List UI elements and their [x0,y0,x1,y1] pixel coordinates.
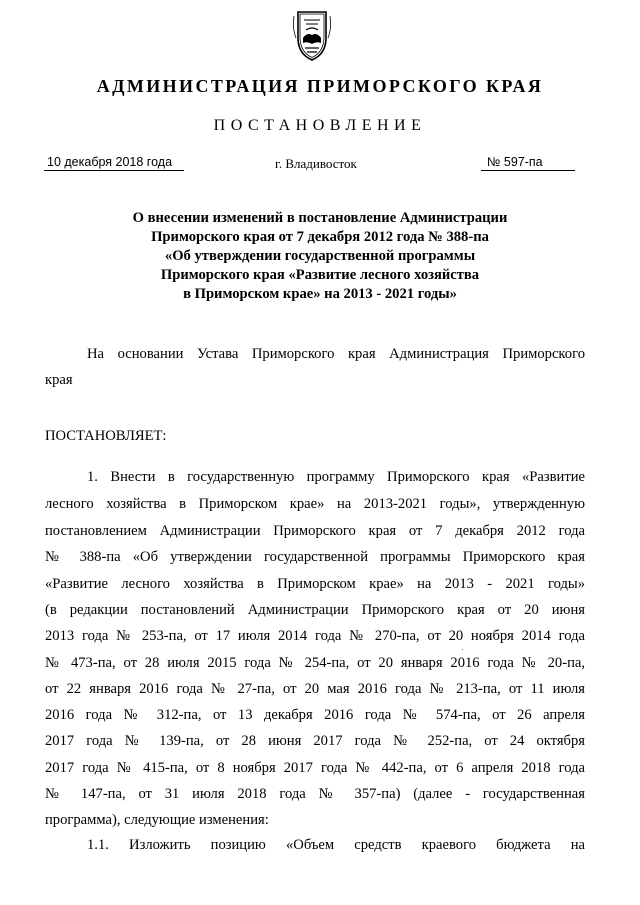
date-underline [44,170,184,171]
title-line: Приморского края «Развитие лесного хозяйства [160,267,480,283]
item1-line: 1. Внести в государственную программу Приморского края «Развитие [87,469,585,485]
preamble-line: На основании Устава Приморского края Администрация Приморского [87,346,585,362]
number-underline [481,170,575,171]
coat-of-arms-icon [284,8,340,64]
item1-line: № 473-па, от 28 июля 2015 года № 254-па, от 20 января 2016 года № 20-па, [45,655,585,671]
item1-line: 2017 года № 139-па, от 28 июня 2017 года № 252-па, от 24 октября [45,733,585,749]
item1-line: программа), следующие изменения: [45,812,269,828]
item1-line: лесного хозяйства в Приморском крае» на 2013-2021 годы», утвержденную [45,496,585,512]
item1-1-line: 1.1. Изложить позицию «Объем средств краевого бюджета на [87,837,585,853]
title-line: О внесении изменений в постановление Администрации [132,210,508,226]
item1-line: от 22 января 2016 года № 27-па, от 20 мая 2016 года № 213-па, от 11 июля [45,681,585,697]
title-line: в Приморском крае» на 2013 - 2021 годы» [183,286,457,302]
item1-line: 2017 года № 415-па, от 8 ноября 2017 года № 442-па, от 6 апреля 2018 года [45,760,585,776]
item1-line: постановлением Администрации Приморского края от 7 декабря 2012 года [45,523,585,539]
item1-line: № 147-па, от 31 июля 2018 года № 357-па) (далее - государственная [45,786,585,802]
title-line: Приморского края от 7 декабря 2012 года № 388-па [151,229,489,245]
document-number: № 597-па [487,155,543,169]
title-line: «Об утверждении государственной программы [164,248,476,264]
document-date: 10 декабря 2018 года [47,155,173,169]
resolves-heading: ПОСТАНОВЛЯЕТ: [45,428,167,444]
item1-line: 2013 года № 253-па, от 17 июля 2014 года № 270-па, от 20 ноября 2014 года [45,628,585,644]
document-type: ПОСТАНОВЛЕНИЕ [213,117,427,134]
item1-line: 2016 года № 312-па, от 13 декабря 2016 года № 574-па, от 26 апреля [45,707,585,723]
preamble-line: края [45,372,73,388]
item1-line: (в редакции постановлений Администрации Приморского края от 20 июня [45,602,585,618]
document-title [60,209,580,304]
item1-line: № 388-па «Об утверждении государственной программы Приморского края [45,549,585,565]
organization-title: АДМИНИСТРАЦИЯ ПРИМОРСКОГО КРАЯ [96,76,544,96]
item1-line: «Развитие лесного хозяйства в Приморском крае» на 2013 - 2021 годы» [45,576,585,592]
scan-speck [462,649,463,650]
document-city: г. Владивосток [275,156,357,171]
